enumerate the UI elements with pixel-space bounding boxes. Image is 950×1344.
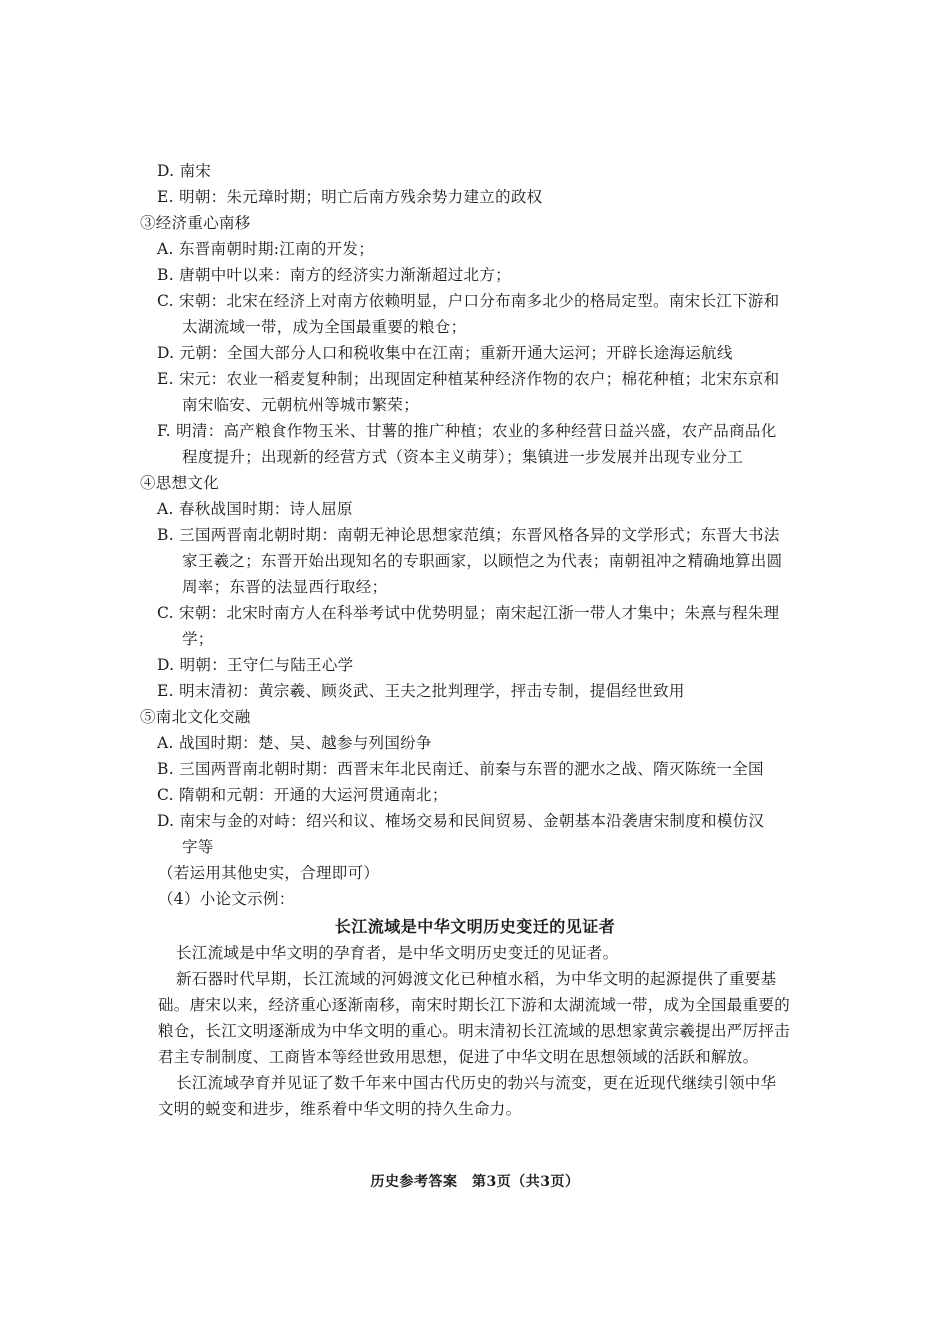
list-item: D. 南宋与金的对峙：绍兴和议、榷场交易和民间贸易、金朝基本沿袭唐宋制度和模仿汉 [157,812,765,830]
essay-line: 础。唐宋以来，经济重心逐渐南移，南宋时期长江下游和太湖流域一带，成为全国最重要的 [158,996,791,1014]
list-item-continuation: 南宋临安、元朝杭州等城市繁荣； [182,396,420,414]
list-item: D. 南宋 [157,162,212,180]
list-item-continuation: 家王羲之；东晋开始出现知名的专职画家，以顾恺之为代表；南朝祖冲之精确地算出圆 [182,552,783,570]
list-item: F. 明清：高产粮食作物玉米、甘薯的推广种植；农业的多种经营日益兴盛，农产品商品化 [157,422,777,440]
list-item: C. 隋朝和元朝：开通的大运河贯通南北； [157,786,448,804]
essay-line: 君主专制制度、工商皆本等经世致用思想，促进了中华文明在思想领域的活跃和解放。 [158,1048,759,1066]
essay-line: 粮仓，长江文明逐渐成为中华文明的重心。明末清初长江流域的思想家黄宗羲提出严厉抨击 [158,1022,791,1040]
list-item: D. 元朝：全国大部分人口和税收集中在江南；重新开通大运河；开辟长途海运航线 [157,344,733,362]
list-item: E. 明朝：朱元璋时期；明亡后南方残余势力建立的政权 [157,188,543,206]
list-item-continuation: 字等 [182,838,214,856]
list-item-continuation: 学； [182,630,214,648]
list-item: A. 东晋南朝时期:江南的开发； [157,240,375,258]
essay-title: 长江流域是中华文明历史变迁的见证者 [334,917,616,936]
list-item: D. 明朝：王守仁与陆王心学 [157,656,354,674]
list-item: C. 宋朝：北宋时南方人在科举考试中优势明显；南宋起江浙一带人才集中；朱熹与程朱理 [157,604,780,622]
list-item: E. 宋元：农业一稻麦复种制；出现固定种植某种经济作物的农户；棉花种植；北宋东京和 [157,370,780,388]
list-item: B. 三国两晋南北朝时期：南朝无神论思想家范缜；东晋风格各异的文学形式；东晋大书法 [157,526,780,544]
essay-paragraph: 新石器时代早期，长江流域的河姆渡文化已种植水稻，为中华文明的起源提供了重要基 [176,970,777,988]
note-text: （若运用其他史实，合理即可） [158,864,380,882]
essay-paragraph: 长江流域是中华文明的孕育者，是中华文明历史变迁的见证者。 [176,944,619,962]
list-item: B. 三国两晋南北朝时期：西晋末年北民南迁、前秦与东晋的淝水之战、隋灭陈统一全国 [157,760,764,778]
list-item: B. 唐朝中叶以来：南方的经济实力渐渐超过北方； [157,266,511,284]
page-footer: 历史参考答案 第3页（共3页） [370,1174,580,1190]
list-item-continuation: 周率；东晋的法显西行取经； [182,578,388,596]
list-item: C. 宋朝：北宋在经济上对南方依赖明显，户口分布南多北少的格局定型。南宋长江下游和 [157,292,780,310]
section-heading: ④思想文化 [140,474,220,492]
list-item-continuation: 程度提升；出现新的经营方式（资本主义萌芽）；集镇进一步发展并出现专业分工 [182,448,744,466]
section-heading: ③经济重心南移 [140,214,251,232]
essay-paragraph: 长江流域孕育并见证了数千年来中国古代历史的勃兴与流变，更在近现代继续引领中华 [176,1074,777,1092]
list-item: E. 明末清初：黄宗羲、顾炎武、王夫之批判理学，抨击专制，提倡经世致用 [157,682,685,700]
list-item-continuation: 太湖流域一带，成为全国最重要的粮仓； [182,318,467,336]
list-item: A. 战国时期：楚、吴、越参与列国纷争 [157,734,432,752]
part-label: （4）小论文示例： [158,890,295,908]
section-heading: ⑤南北文化交融 [140,708,251,726]
list-item: A. 春秋战国时期：诗人屈原 [157,500,353,518]
essay-line: 文明的蜕变和进步，维系着中华文明的持久生命力。 [158,1100,522,1118]
